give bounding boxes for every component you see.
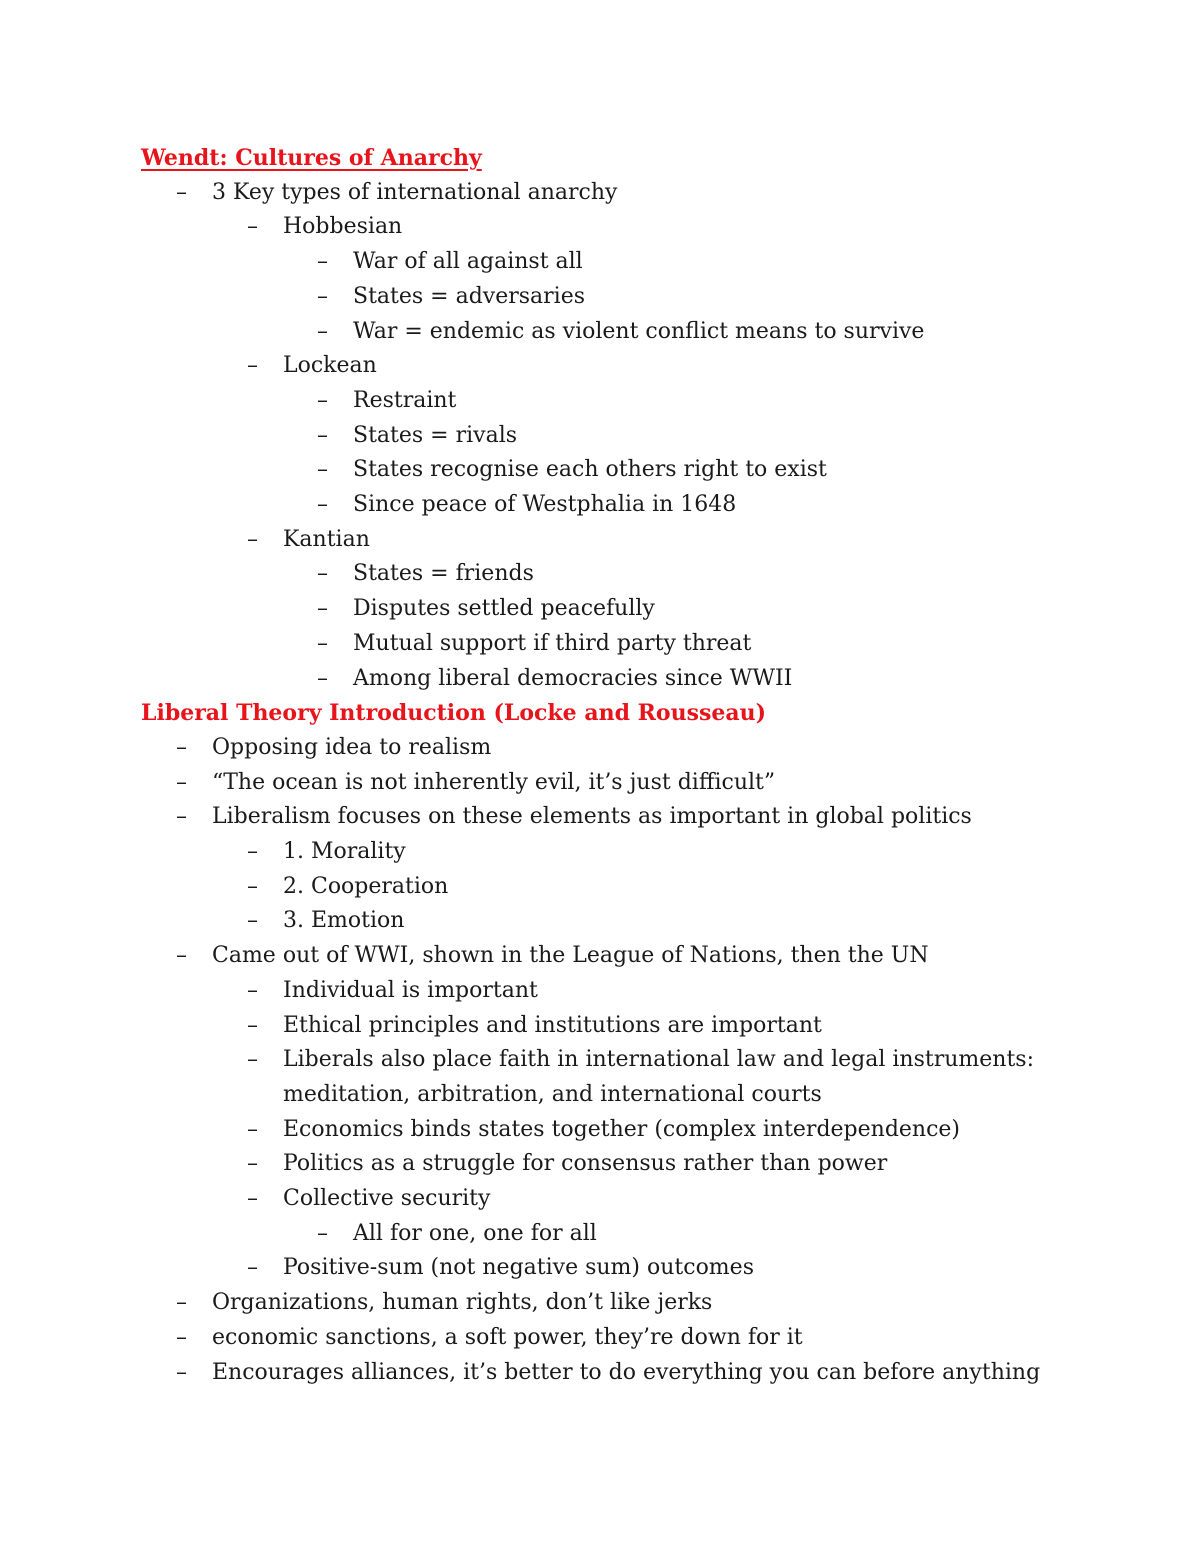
bullet-dash: – [317,457,328,483]
list-item-text: meditation, arbitration, and international courts [283,1081,822,1107]
bullet-dash: – [247,1255,258,1281]
list-item-text: 3 Key types of international anarchy [212,179,618,205]
list-item-text: Among liberal democracies since WWII [353,665,793,691]
list-item-text: Liberalism focuses on these elements as important in global politics [212,804,972,830]
bullet-dash: – [317,561,328,587]
bullet-dash: – [317,1220,328,1246]
list-item-text: 3. Emotion [283,908,405,934]
bullet-dash: – [317,492,328,517]
section-heading: Wendt: Cultures of Anarchy [141,145,482,171]
list-item-text: Since peace of Westphalia in 1648 [353,492,737,517]
bullet-dash: – [247,873,258,899]
list-item-text: Lockean [283,353,377,379]
list-item-text: Collective security [283,1186,491,1211]
bullet-dash: – [247,1151,258,1177]
bullet-dash: – [317,630,328,656]
bullet-dash: – [247,353,258,379]
list-item-text: Kantian [283,526,370,552]
list-item-text: Opposing idea to realism [212,734,492,760]
bullet-dash: – [247,908,258,934]
bullet-dash: – [317,596,328,622]
bullet-dash: – [176,734,187,760]
list-item-text: Economics binds states together (complex interdependence) [283,1116,961,1142]
bullet-dash: – [176,179,187,205]
list-item-text: “The ocean is not inherently evil, it’s just difficult” [212,769,776,795]
list-item-text: War = endemic as violent conflict means to survive [353,318,925,344]
list-item-text: All for one, one for all [353,1220,597,1246]
list-item-text: States = rivals [353,422,518,448]
list-item-text: Positive-sum (not negative sum) outcomes [283,1255,754,1281]
bullet-dash: – [176,1324,187,1350]
list-item-text: Mutual support if third party threat [353,630,752,656]
list-item-text: 1. Morality [283,839,406,864]
bullet-dash: – [247,839,258,864]
bullet-dash: – [317,318,328,344]
list-item-text: States = friends [353,561,534,587]
bullet-dash: – [317,665,328,691]
bullet-dash: – [247,1116,258,1142]
bullet-dash: – [176,1359,187,1385]
bullet-dash: – [247,1186,258,1211]
bullet-dash: – [317,422,328,448]
list-item-text: States recognise each others right to exist [353,457,827,483]
list-item-text: States = adversaries [353,283,586,309]
bullet-dash: – [317,387,328,413]
list-item-text: Politics as a struggle for consensus rather than power [283,1151,888,1177]
list-item-text: War of all against all [353,249,583,275]
list-item-text: 2. Cooperation [283,873,449,899]
list-item-text: economic sanctions, a soft power, they’re down for it [212,1324,803,1350]
bullet-dash: – [247,977,258,1003]
list-item-text: Organizations, human rights, don’t like jerks [212,1290,713,1316]
bullet-dash: – [176,1290,187,1316]
bullet-dash: – [247,526,258,552]
list-item-text: Disputes settled peacefully [353,596,655,622]
bullet-dash: – [317,283,328,309]
list-item-text: Hobbesian [283,214,403,240]
bullet-dash: – [176,769,187,795]
list-item-text: Encourages alliances, it’s better to do everything you can before anything [212,1359,1041,1385]
list-item-text: Restraint [353,387,457,413]
bullet-dash: – [247,214,258,240]
section-heading: Liberal Theory Introduction (Locke and Rousseau) [141,700,766,727]
bullet-dash: – [176,943,187,969]
bullet-dash: – [317,249,328,275]
list-item-text: Ethical principles and institutions are important [283,1012,822,1038]
list-item-text: Liberals also place faith in international law and legal instruments: [283,1047,1034,1073]
bullet-dash: – [176,804,187,830]
bullet-dash: – [247,1047,258,1073]
list-item-text: Came out of WWI, shown in the League of Nations, then the UN [212,943,929,969]
list-item-text: Individual is important [283,977,538,1003]
bullet-dash: – [247,1012,258,1038]
